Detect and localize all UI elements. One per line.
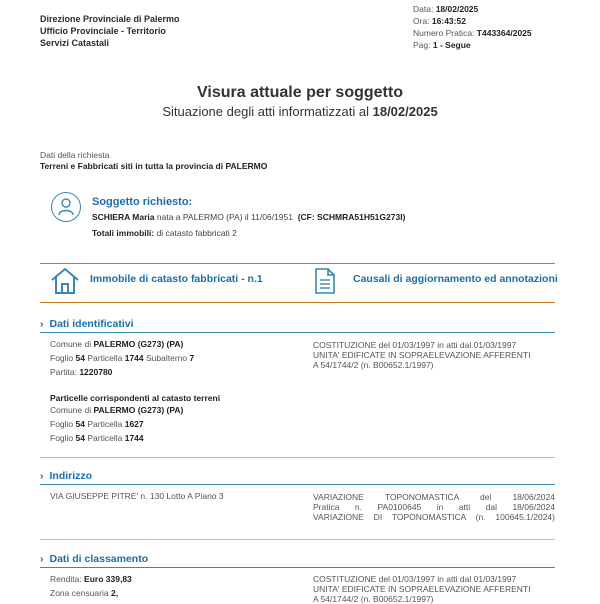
rendita-line: Rendita: Euro 339,83 bbox=[50, 574, 132, 584]
document-meta bbox=[413, 3, 532, 51]
house-icon bbox=[50, 266, 80, 301]
partita-line: Partita: 1220780 bbox=[50, 367, 113, 377]
office-header bbox=[40, 13, 180, 49]
subtitle-prefix: Situazione degli atti informatizzati al bbox=[162, 104, 369, 119]
page-title: Visura attuale per soggetto bbox=[197, 84, 403, 101]
section-indirizzo: › Indirizzo bbox=[40, 470, 93, 482]
foglio-line: Foglio 54 Particella 1744 Subalterno 7 bbox=[50, 353, 195, 363]
causale-indirizzo: VARIAZIONE TOPONOMASTICA del 18/06/2024 Pratica n. PA0100645 in atti dal 18/06/2024 VARIAZIONE DI TOPONOMASTICA (n. 100645.1/2024) bbox=[313, 492, 555, 522]
meta-time: Ora: 16:43:52 bbox=[413, 16, 466, 26]
chevron-right-icon: › bbox=[40, 553, 44, 565]
office-line-2: Ufficio Provinciale - Territorio bbox=[40, 26, 166, 36]
meta-page: Pag: 1 - Segue bbox=[413, 40, 471, 50]
causale-identificativi: COSTITUZIONE del 01/03/1997 in atti dal 01/03/1997 UNITA' EDIFICATE IN SOPRAELEVAZIONE AFFERENTI A 54/1744/2 (n. B00652.1/1997) bbox=[313, 340, 531, 370]
comune-line: Comune di PALERMO (G273) (PA) bbox=[50, 339, 184, 349]
person-icon bbox=[51, 192, 81, 222]
terreni-particella-1: Foglio 54 Particella 1627 bbox=[50, 419, 144, 429]
tabs-bottom-rule bbox=[40, 302, 555, 303]
terreni-heading: Particelle corrispondenti al catasto terreni bbox=[50, 393, 221, 403]
address-line: VIA GIUSEPPE PITRE' n. 130 Lotto A Piano 3 bbox=[50, 491, 224, 501]
subject-title: Soggetto richiesto: bbox=[92, 196, 193, 208]
section-rule bbox=[40, 484, 555, 485]
subtitle-date: 18/02/2025 bbox=[372, 104, 438, 119]
section-rule bbox=[40, 332, 555, 333]
request-label: Dati della richiesta bbox=[40, 150, 110, 160]
subject-name: SCHIERA Maria bbox=[92, 212, 155, 222]
section-dati-identificativi: › Dati identificativi bbox=[40, 318, 134, 330]
request-scope: Terreni e Fabbricati siti in tutta la provincia di PALERMO bbox=[40, 161, 268, 171]
terreni-comune-line: Comune di PALERMO (G273) (PA) bbox=[50, 405, 184, 415]
subject-total bbox=[92, 228, 237, 238]
meta-date: Data: 18/02/2025 bbox=[413, 4, 479, 14]
subject-total-label: Totali immobili: bbox=[92, 228, 155, 238]
section-rule bbox=[40, 567, 555, 568]
subject-total-value: di catasto fabbricati 2 bbox=[156, 228, 237, 238]
office-line-3: Servizi Catastali bbox=[40, 38, 110, 48]
terreni-particella-2: Foglio 54 Particella 1744 bbox=[50, 433, 144, 443]
subject-cf: (CF: SCHMRA51H51G273I) bbox=[297, 212, 406, 222]
meta-pratica: Numero Pratica: T443364/2025 bbox=[413, 28, 532, 38]
subject-birth: nata a PALERMO (PA) il 11/06/1951 bbox=[156, 212, 293, 222]
page-subtitle bbox=[0, 104, 600, 119]
section-divider bbox=[40, 457, 555, 458]
tabs-top-rule bbox=[40, 263, 555, 264]
office-line-1: Direzione Provinciale di Palermo bbox=[40, 14, 180, 24]
section-classamento: › Dati di classamento bbox=[40, 553, 149, 565]
chevron-right-icon: › bbox=[40, 318, 44, 330]
tab-causali: Causali di aggiornamento ed annotazioni bbox=[353, 273, 558, 285]
subject-details bbox=[92, 212, 405, 222]
causale-classamento: COSTITUZIONE del 01/03/1997 in atti dal 01/03/1997 UNITA' EDIFICATE IN SOPRAELEVAZIONE AFFERENTI A 54/1744/2 (n. B00652.1/1997) bbox=[313, 574, 531, 604]
zona-line: Zona censuaria 2, bbox=[50, 588, 119, 598]
document-icon bbox=[314, 267, 336, 300]
section-divider bbox=[40, 539, 555, 540]
tab-immobile: Immobile di catasto fabbricati - n.1 bbox=[90, 273, 263, 285]
chevron-right-icon: › bbox=[40, 470, 44, 482]
